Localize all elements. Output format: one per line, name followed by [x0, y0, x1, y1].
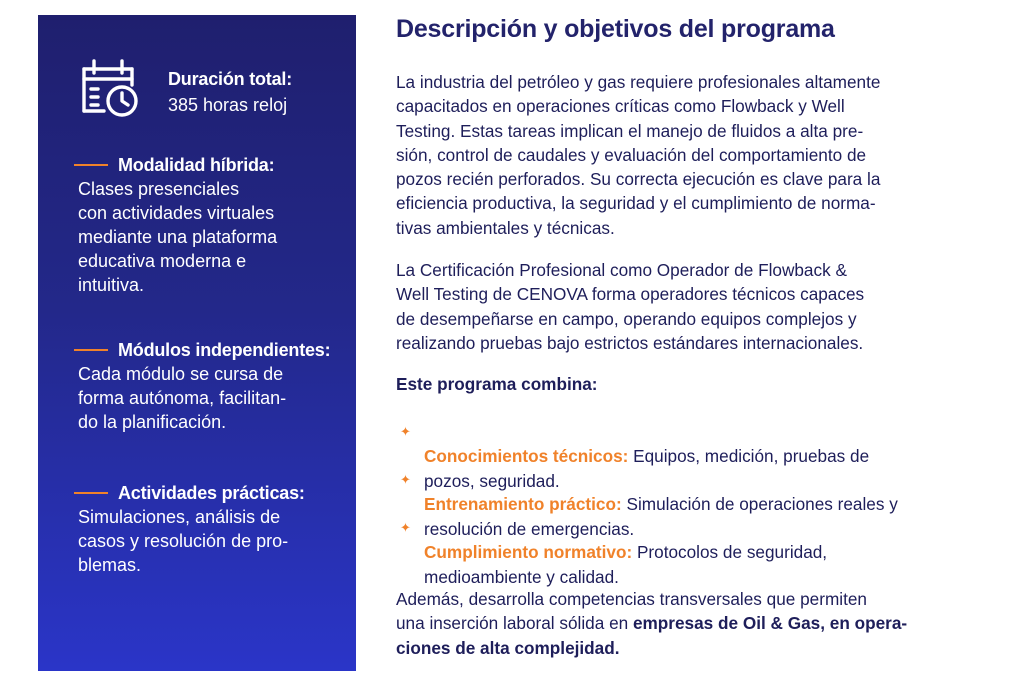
closing-text: Además, desarrolla competencias transversales que permiten una inserción laboral sólida en — [396, 589, 867, 634]
feature-title: Módulos independientes: — [118, 340, 331, 360]
bullet-key: Conocimientos técnicos: — [424, 446, 629, 467]
bullet-star-icon: ✦ — [400, 472, 411, 487]
bullet-key: Cumplimiento normativo: — [424, 542, 633, 563]
bullet-text: Equipos, medición, pruebas de pozos, seguridad. — [424, 446, 870, 491]
program-combines-heading: Este programa combina: — [396, 374, 598, 394]
feature-title: Modalidad híbrida: — [118, 155, 275, 175]
closing-paragraph — [396, 587, 976, 660]
bullet-key: Entrenamiento práctico: — [424, 494, 622, 515]
list-item — [396, 468, 976, 539]
orange-dash — [74, 349, 108, 351]
list-item — [396, 420, 976, 491]
closing-bold-text: empresas de Oil & Gas, en opera- ciones de alta complejidad. — [396, 613, 908, 658]
feature-independent-modules — [78, 338, 348, 434]
duration-label: Duración total: — [168, 69, 293, 89]
feature-hybrid-mode — [78, 153, 348, 297]
feature-title: Actividades prácticas: — [118, 483, 305, 503]
bullet-star-icon: ✦ — [400, 424, 411, 439]
bullet-star-icon: ✦ — [400, 520, 411, 535]
feature-description: Simulaciones, análisis de casos y resolución de pro- blemas. — [78, 507, 289, 575]
calendar-clock-icon — [78, 55, 144, 121]
info-sidebar — [38, 15, 356, 671]
main-content — [396, 12, 956, 658]
feature-description: Cada módulo se cursa de forma autónoma, facilitan- do la planificación. — [78, 364, 287, 432]
bullet-text: Protocolos de seguridad, medioambiente y calidad. — [424, 542, 828, 587]
paragraph-intro: La industria del petróleo y gas requiere profesionales altamente capacitados en operaciones críticas como Flowback y Well Testing. Estas tareas implican el manejo de fluidos a alta pre- sión, control de caudales y evaluación del comportamiento de pozos recién perforados. Su correcta ejecución es clave para la eficiencia productiva, la seguridad y el cumplimiento de norma- tivas ambientales y técnicas. — [396, 72, 881, 238]
orange-dash — [74, 164, 108, 166]
orange-dash — [74, 492, 108, 494]
bullet-text: Simulación de operaciones reales y resolución de emergencias. — [424, 494, 898, 539]
duration-value: 385 horas reloj — [168, 95, 288, 115]
feature-description: Clases presenciales con actividades virtuales mediante una plataforma educativa moderna e intuitiva. — [78, 179, 278, 295]
list-item — [396, 516, 976, 587]
program-bullets — [396, 420, 976, 587]
feature-practical-activities — [78, 481, 348, 577]
paragraph-certification: La Certificación Profesional como Operador de Flowback & Well Testing de CENOVA forma operadores técnicos capaces de desempeñarse en campo, operando equipos complejos y realizando pruebas bajo estrictos estándares internacionales. — [396, 260, 865, 353]
page-title: Descripción y objetivos del programa — [396, 15, 835, 43]
